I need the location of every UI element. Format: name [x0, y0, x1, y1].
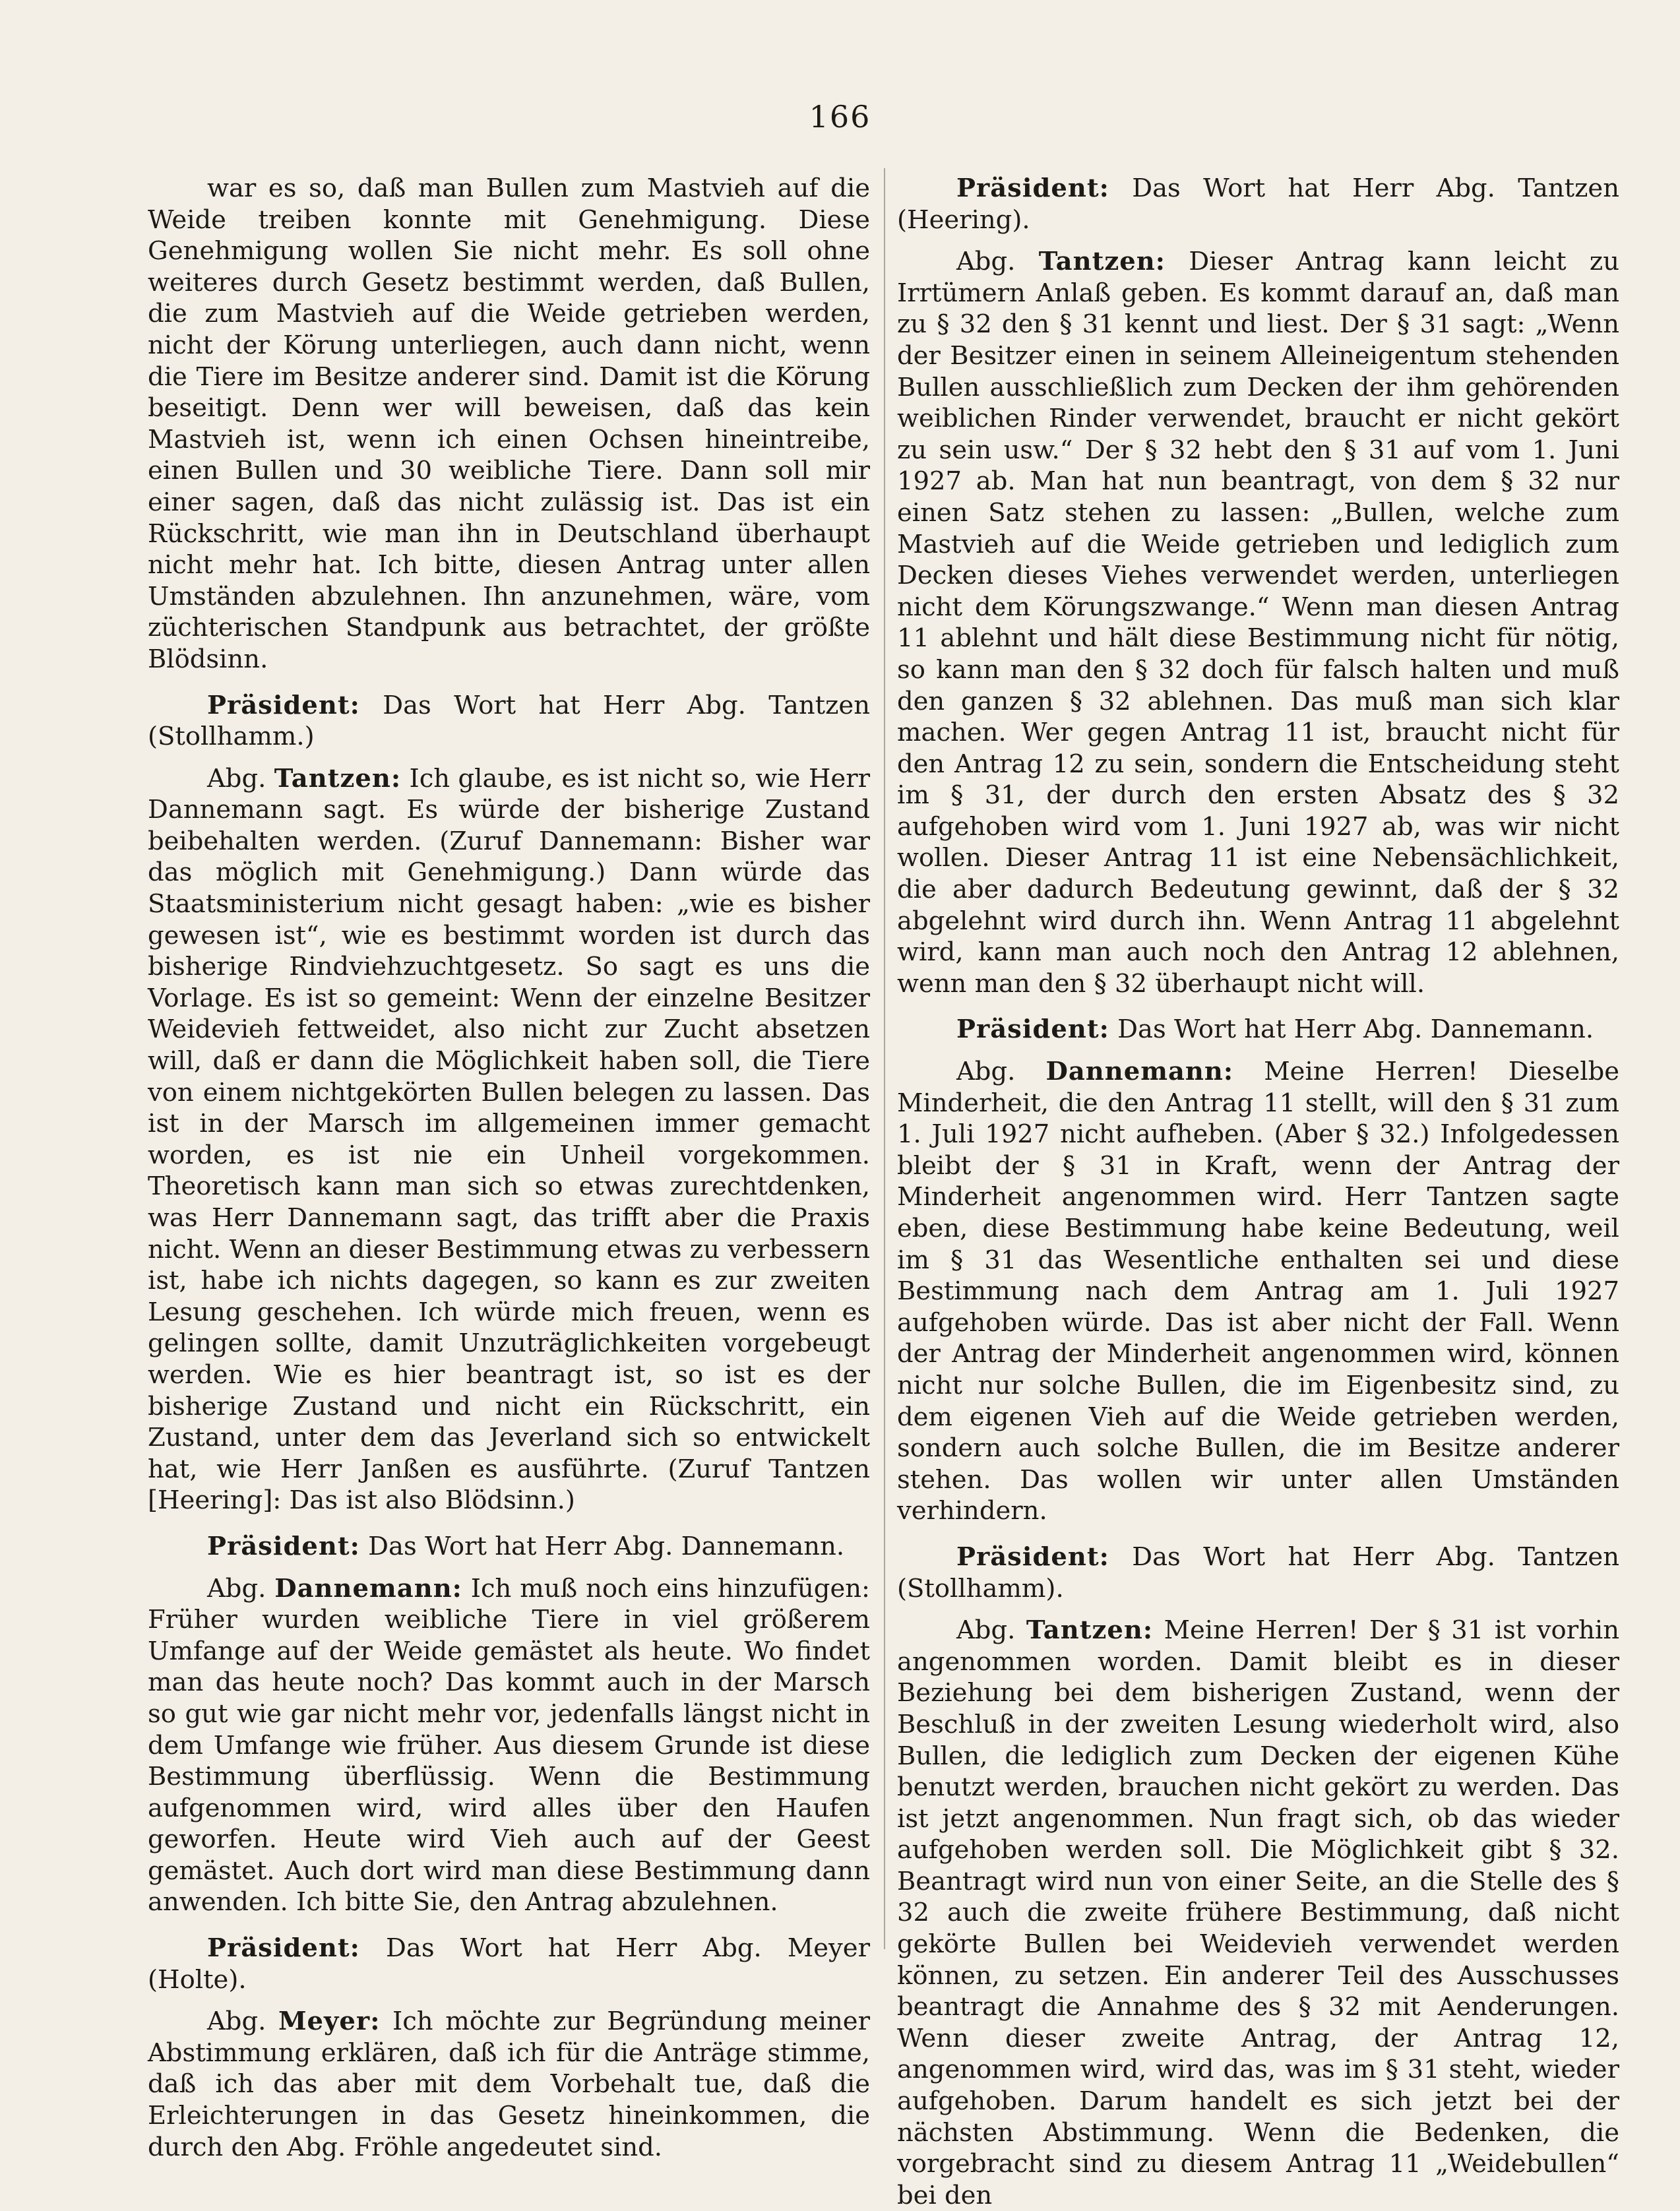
remark-text: Das Wort hat Herr Abg. Tantzen (Stollhamm).	[897, 1541, 1619, 1604]
right-column	[897, 173, 1619, 2211]
speaker-name: Präsident:	[207, 1933, 360, 1964]
speech-text: Meine Herren! Der § 31 ist vorhin angenommen worden. Damit bleibt es in dieser Beziehung bei dem bisherigen Zustand, wenn der Beschluß in der zweiten Lesung wiederholt wird, also Bullen, die lediglich zum Decken der eigenen Kühe benutzt werden, brauchen nicht gekört zu werden. Das ist jetzt angenommen. Nun fragt sich, ob das wieder aufgehoben werden soll. Die Möglichkeit gibt § 32. Beantragt wird nun von einer Seite, an die Stelle des § 32 auch die zweite frühere Bestimmung, daß nicht gekörte Bullen bei Weidevieh verwendet werden können, zu setzen. Ein anderer Teil des Ausschusses beantragt die Annahme des § 32 mit Aenderungen. Wenn dieser zweite Antrag, der Antrag 12, angenommen wird, wird das, was im § 31 steht, wieder aufgehoben. Darum handelt es sich jetzt bei der nächsten Abstimmung. Wenn die Bedenken, die vorgebracht sind zu diesem Antrag 11 „Weidebullen“ bei den	[897, 1615, 1619, 2210]
remark-text: Das Wort hat Herr Abg. Tantzen (Stollhamm.)	[148, 690, 870, 752]
speaker-prefix: Abg.	[956, 1057, 1046, 1087]
speaker-prefix: Abg.	[207, 2007, 278, 2037]
speech	[148, 2006, 870, 2163]
speaker-prefix: Abg.	[207, 763, 274, 794]
speaker-name: Meyer:	[278, 2007, 381, 2037]
speaker-name: Präsident:	[956, 1014, 1109, 1045]
speech	[148, 1573, 870, 1919]
speaker-name: Dannemann:	[274, 1573, 462, 1604]
president-remark	[148, 690, 870, 753]
paragraph	[148, 173, 870, 675]
speech	[897, 246, 1619, 999]
president-remark	[897, 1541, 1619, 1604]
remark-text: Das Wort hat Herr Abg. Dannemann.	[1109, 1014, 1594, 1045]
speech-text: Ich glaube, es ist nicht so, wie Herr Dannemann sagt. Es würde der bisherige Zustand beibehalten werden. (Zuruf Dannemann: Bisher war das möglich mit Genehmigung.) Dann würde das Staatsministerium nicht gesagt haben: „wie es bisher gewesen ist“, wie es bestimmt worden ist durch das bisherige Rindviehzuchtgesetz. So sagt es uns die Vorlage. Es ist so gemeint: Wenn der einzelne Besitzer Weidevieh fettweidet, also nicht zur Zucht absetzen will, daß er dann die Möglichkeit haben soll, die Tiere von einem nichtgekörten Bullen belegen zu lassen. Das ist in der Marsch im allgemeinen immer gemacht worden, es ist nie ein Unheil vorgekommen. Theoretisch kann man sich so etwas zurechtdenken, was Herr Dannemann sagt, das trifft aber die Praxis nicht. Wenn an dieser Bestimmung etwas zu verbessern ist, habe ich nichts dagegen, so kann es zur zweiten Lesung geschehen. Ich würde mich freuen, wenn es gelingen sollte, damit Unzuträglichkeiten vorgebeugt werden. Wie es hier beantragt ist, so ist es der bisherige Zustand und nicht ein Rückschritt, ein Zustand, unter dem das Jeverland sich so entwickelt hat, wie Herr Janßen es ausführte. (Zuruf Tantzen [Heering]: Das ist also Blödsinn.)	[148, 763, 871, 1516]
left-column	[148, 173, 870, 2163]
speaker-name: Dannemann:	[1045, 1057, 1234, 1087]
speaker-name: Präsident:	[207, 1531, 360, 1561]
speaker-name: Tantzen:	[1026, 1615, 1154, 1646]
speech-text: Ich möchte zur Begründung meiner Abstimmung erklären, daß ich für die Anträge stimme, daß ich das aber mit dem Vorbehalt tue, daß die Erleichterungen in das Gesetz hineinkommen, die durch den Abg. Fröhle angedeutet sind.	[148, 2007, 870, 2162]
president-remark	[148, 1933, 870, 1995]
speech-text: Dieser Antrag kann leicht zu Irrtümern Anlaß geben. Es kommt darauf an, daß man zu § 32 den § 31 kennt und liest. Der § 31 sagt: „Wenn der Besitzer einen in seinem Alleineigentum stehenden Bullen ausschließlich zum Decken der ihm gehörenden weiblichen Rinder verwendet, braucht er nicht gekört zu sein usw.“ Der § 32 hebt den § 31 auf vom 1. Juni 1927 ab. Man hat nun beantragt, von dem § 32 nur einen Satz stehen zu lassen: „Bullen, welche zum Mastvieh auf die Weide getrieben und lediglich zum Decken dieses Viehes verwendet werden, unterliegen nicht dem Körungszwange.“ Wenn man diesen Antrag 11 ablehnt und hält diese Bestimmung nicht für nötig, so kann man den § 32 doch für falsch halten und muß den ganzen § 32 ablehnen. Das muß man sich klar machen. Wer gegen Antrag 11 ist, braucht nicht für den Antrag 12 zu sein, sondern die Entscheidung steht im § 31, der durch den ersten Absatz des § 32 aufgehoben wird vom 1. Juni 1927 ab, was wir nicht wollen. Dieser Antrag 11 ist eine Nebensächlichkeit, die aber dadurch Bedeutung gewinnt, daß der § 32 abgelehnt wird durch ihn. Wenn Antrag 11 abgelehnt wird, kann man auch noch den Antrag 12 ablehnen, wenn man den § 32 überhaupt nicht will.	[897, 247, 1619, 999]
president-remark	[897, 173, 1619, 235]
speaker-name: Tantzen:	[1038, 247, 1166, 277]
president-remark	[148, 1531, 870, 1563]
speaker-prefix: Abg.	[207, 1573, 275, 1604]
speech	[897, 1615, 1619, 2211]
speaker-name: Präsident:	[956, 1541, 1109, 1572]
speaker-name: Tantzen:	[274, 763, 402, 794]
speech-text: Ich muß noch eins hinzufügen: Früher wurden weibliche Tiere in viel größerem Umfange auf der Weide gemästet als heute. Wo findet man das heute noch? Das kommt auch in der Marsch so gut wie gar nicht mehr vor, jedenfalls längst nicht in dem Umfange wie früher. Aus diesem Grunde ist diese Bestimmung überflüssig. Wenn die Bestimmung aufgenommen wird, wird alles über den Haufen geworfen. Heute wird Vieh auch auf der Geest gemästet. Auch dort wird man diese Bestimmung dann anwenden. Ich bitte Sie, den Antrag abzulehnen.	[148, 1573, 870, 1917]
speaker-prefix: Abg.	[956, 247, 1039, 277]
remark-text: Das Wort hat Herr Abg. Meyer (Holte).	[148, 1933, 870, 1995]
speaker-name: Präsident:	[207, 690, 360, 720]
remark-text: Das Wort hat Herr Abg. Dannemann.	[359, 1531, 845, 1561]
page-number: 166	[809, 99, 871, 135]
speaker-prefix: Abg.	[956, 1615, 1026, 1646]
speaker-name: Präsident:	[956, 173, 1109, 203]
column-divider	[884, 168, 885, 1949]
president-remark	[897, 1014, 1619, 1045]
paragraph-text: war es so, daß man Bullen zum Mastvieh auf die Weide treiben konnte mit Genehmigung. Diese Genehmigung wollen Sie nicht mehr. Es soll ohne weiteres durch Gesetz bestimmt werden, daß Bullen, die zum Mastvieh auf die Weide getrieben werden, nicht der Körung unterliegen, auch dann nicht, wenn die Tiere im Besitze anderer sind. Damit ist die Körung beseitigt. Denn wer will beweisen, daß das kein Mastvieh ist, wenn ich einen Ochsen hineintreibe, einen Bullen und 30 weibliche Tiere. Dann soll mir einer sagen, daß das nicht zulässig ist. Das ist ein Rückschritt, wie man ihn in Deutschland überhaupt nicht mehr hat. Ich bitte, diesen Antrag unter allen Umständen abzulehnen. Ihn anzunehmen, wäre, vom züchterischen Standpunk aus betrachtet, der größte Blödsinn.	[148, 173, 870, 674]
speech-text: Meine Herren! Dieselbe Minderheit, die den Antrag 11 stellt, will den § 31 zum 1. Juli 1927 nicht aufheben. (Aber § 32.) Infolgedessen bleibt der § 31 in Kraft, wenn der Antrag der Minderheit angenommen wird. Herr Tantzen sagte eben, diese Bestimmung habe keine Bedeutung, weil im § 31 das Wesentliche enthalten sei und diese Bestimmung nach dem Antrag am 1. Juli 1927 aufgehoben würde. Das ist aber nicht der Fall. Wenn der Antrag der Minderheit angenommen wird, können nicht nur solche Bullen, die im Eigenbesitz sind, zu dem eigenen Vieh auf die Weide getrieben werden, sondern auch solche Bullen, die im Besitze anderer stehen. Das wollen wir unter allen Umständen verhindern.	[897, 1057, 1619, 1526]
remark-text: Das Wort hat Herr Abg. Tantzen (Heering).	[897, 173, 1619, 235]
speech	[897, 1056, 1619, 1527]
speech	[148, 763, 870, 1516]
